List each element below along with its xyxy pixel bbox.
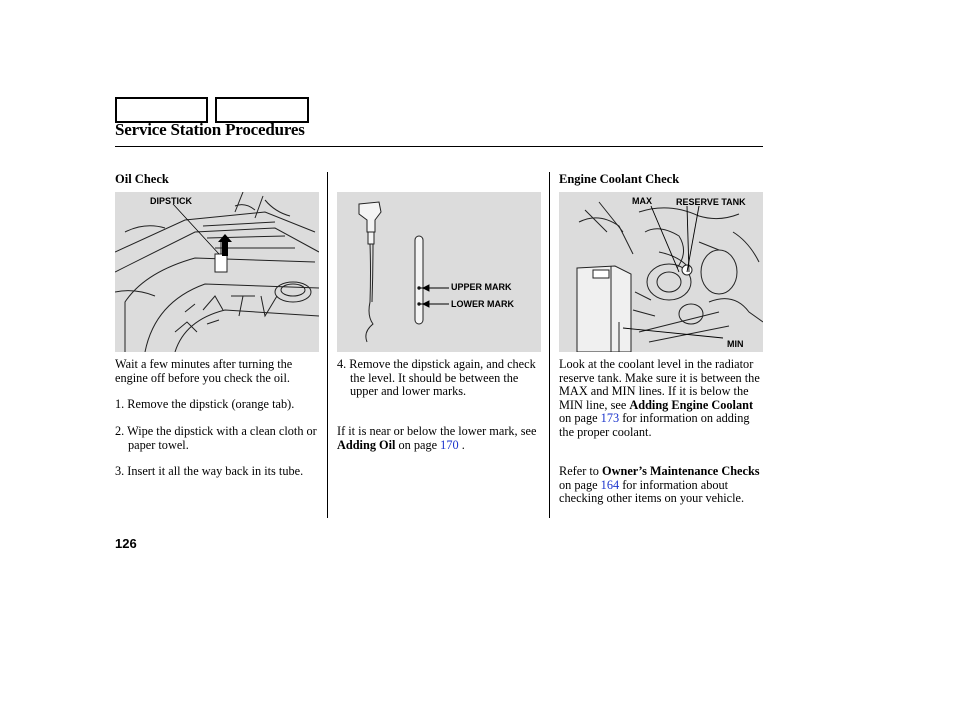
page-link-164[interactable]: 164 [600, 477, 620, 492]
lower-mark-label: LOWER MARK [451, 299, 514, 309]
dipstick-drawing [337, 192, 541, 352]
max-label: MAX [632, 196, 652, 206]
reserve-tank-drawing [559, 192, 763, 352]
coolant-level-intro: Look at the coolant level in the radiator reserve tank. Make sure it is between the MAX and MIN lines. If it is below the MIN line, see [559, 357, 760, 412]
owners-maintenance-checks-ref: Owner’s Maintenance Checks [602, 464, 760, 478]
coolant-level-text [559, 358, 764, 439]
maintenance-ref-pre: Refer to [559, 464, 603, 478]
engine-dipstick-illustration [115, 192, 319, 352]
oil-step-2: 2. Wipe the dipstick with a clean cloth or paper towel. [115, 424, 317, 452]
coolant-reserve-tank-illustration [559, 192, 763, 352]
maintenance-ref-mid: on page [559, 477, 601, 492]
engine-drawing [115, 192, 319, 352]
upper-mark-label: UPPER MARK [451, 282, 512, 292]
title-divider [115, 146, 763, 147]
coolant-level-end: for information on adding the proper coolant. [559, 411, 750, 439]
oil-step-1: 1. Remove the dipstick (orange tab). [115, 397, 295, 411]
dipstick-label: DIPSTICK [150, 196, 193, 206]
oil-step-4: 4. Remove the dipstick again, and check the level. It should be between the upper and lower marks. [337, 357, 536, 398]
dipstick-marks-illustration [337, 192, 541, 352]
low-oil-note [337, 425, 542, 452]
reserve-tank-label: RESERVE TANK [676, 197, 746, 207]
low-oil-note-end: . [458, 437, 465, 452]
adding-engine-coolant-ref: Adding Engine Coolant [629, 397, 754, 412]
page-number: 126 [115, 536, 137, 551]
min-label: MIN [727, 339, 744, 349]
low-oil-note-text: If it is near or below the lower mark, see [337, 424, 537, 438]
column-divider-2 [549, 172, 550, 518]
maintenance-reference-text [559, 465, 764, 506]
page-link-173[interactable]: 173 [600, 411, 620, 425]
oil-step-3: 3. Insert it all the way back in its tube. [115, 464, 304, 478]
low-oil-note-mid: on page [395, 437, 441, 452]
oil-check-heading: Oil Check [115, 172, 169, 186]
coolant-check-heading: Engine Coolant Check [559, 172, 680, 186]
adding-oil-ref: Adding Oil [337, 437, 396, 452]
maintenance-ref-end: for information about checking other items on your vehicle. [559, 477, 745, 505]
oil-intro-text: Wait a few minutes after turning the engine off before you check the oil. [115, 357, 293, 385]
page-link-170[interactable]: 170 [440, 437, 459, 452]
page-title: Service Station Procedures [115, 120, 305, 139]
coolant-level-mid: on page [559, 411, 601, 425]
